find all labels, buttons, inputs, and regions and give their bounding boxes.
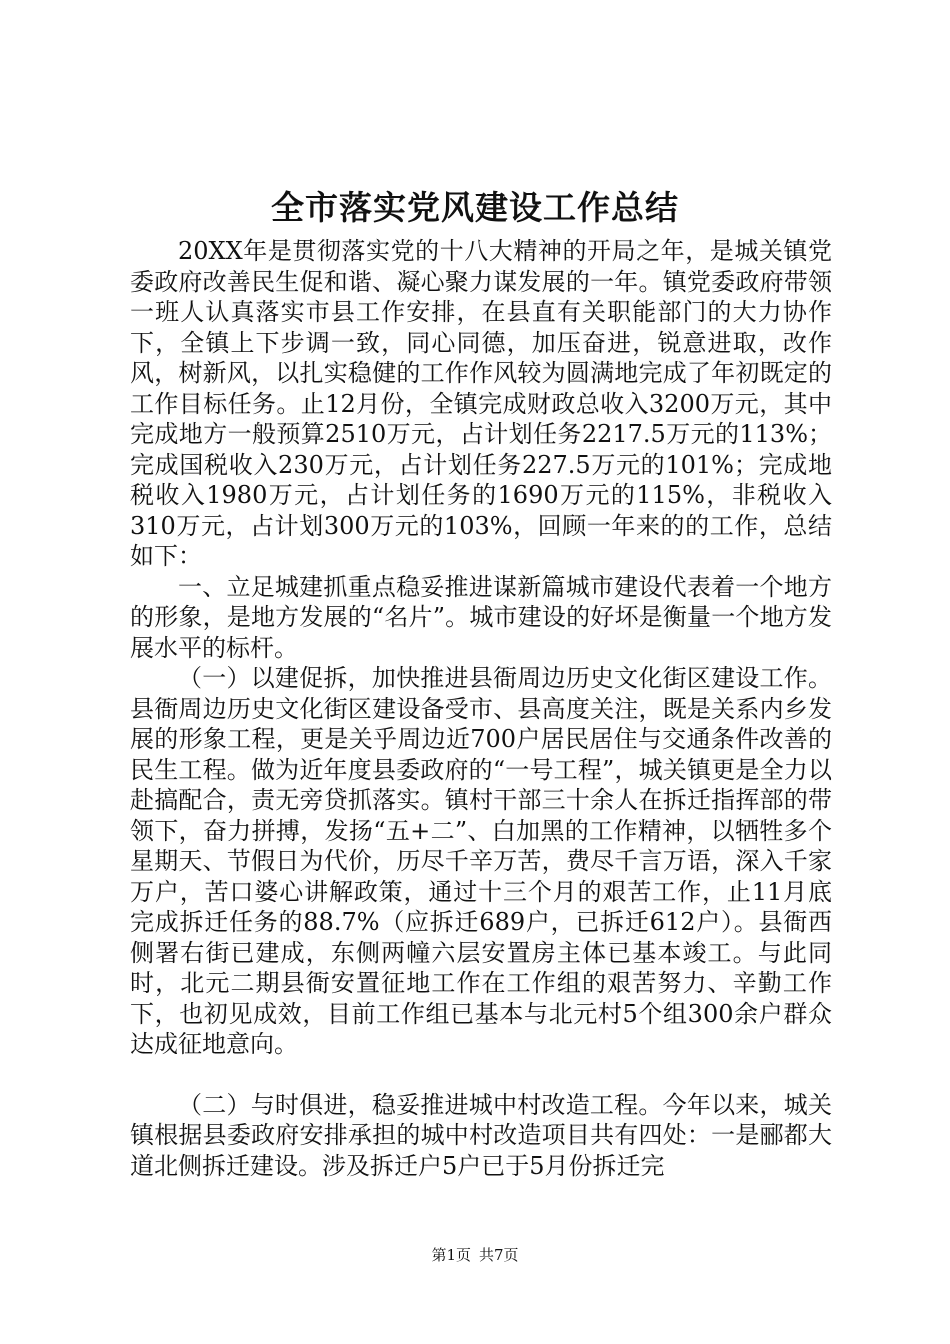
- paragraph-section-one: 一、立足城建抓重点稳妥推进谋新篇城市建设代表着一个地方的形象，是地方发展的“名片”。城市建设的好坏是衡量一个地方发展水平的标杆。: [130, 572, 832, 662]
- paragraph-subsection-one: （一）以建促拆，加快推进县衙周边历史文化街区建设工作。县衙周边历史文化街区建设备受市、县高度关注，既是关系内乡发展的形象工程，更是关乎周边近700户居民居住与交通条件改善的民生工程。做为近年度县委政府的“一号工程”，城关镇更是全力以赴搞配合，责无旁贷抓落实。镇村干部三十余人在拆迁指挥部的带领下，奋力拼搏，发扬“五+二”、白加黑的工作精神，以牺牲多个星期天、节假日为代价，历尽千辛万苦，费尽千言万语，深入千家万户，苦口婆心讲解政策，通过十三个月的艰苦工作，止11月底完成拆迁任务的88.7%（应拆迁689户，已拆迁612户）。县衙西侧署右街已建成，东侧两幢六层安置房主体已基本竣工。与此同时，北元二期县衙安置征地工作在工作组的艰苦努力、辛勤工作下，也初见成效，目前工作组已基本与北元村5个组300余户群众达成征地意向。: [130, 664, 832, 1058]
- page-total: 共7页: [479, 1246, 519, 1264]
- paragraph-intro: 20XX年是贯彻落实党的十八大精神的开局之年，是城关镇党委政府改善民生促和谐、凝心聚力谋发展的一年。镇党委政府带领一班人认真落实市县工作安排，在县直有关职能部门的大力协作下，全镇上下步调一致，同心同德，加压奋进，锐意进取，改作风，树新风，以扎实稳健的工作作风较为圆满地完成了年初既定的工作目标任务。止12月份，全镇完成财政总收入3200万元，其中完成地方一般预算2510万元，占计划任务2217.5万元的113%；完成国税收入230万元，占计划任务227.5万元的101%；完成地税收入1980万元，占计划任务的1690万元的115%，非税收入310万元，占计划300万元的103%，回顾一年来的的工作，总结如下：: [130, 237, 832, 570]
- page-number: 第1页: [431, 1246, 471, 1264]
- document-body: [130, 236, 832, 1181]
- page-title: 全市落实党风建设工作总结: [271, 188, 679, 227]
- paragraph-subsection-two: （二）与时俱进，稳妥推进城中村改造工程。今年以来，城关镇根据县委政府安排承担的城中村改造项目共有四处：一是郦都大道北侧拆迁建设。涉及拆迁户5户已于5月份拆迁完: [130, 1090, 832, 1180]
- page-footer: [0, 1245, 950, 1265]
